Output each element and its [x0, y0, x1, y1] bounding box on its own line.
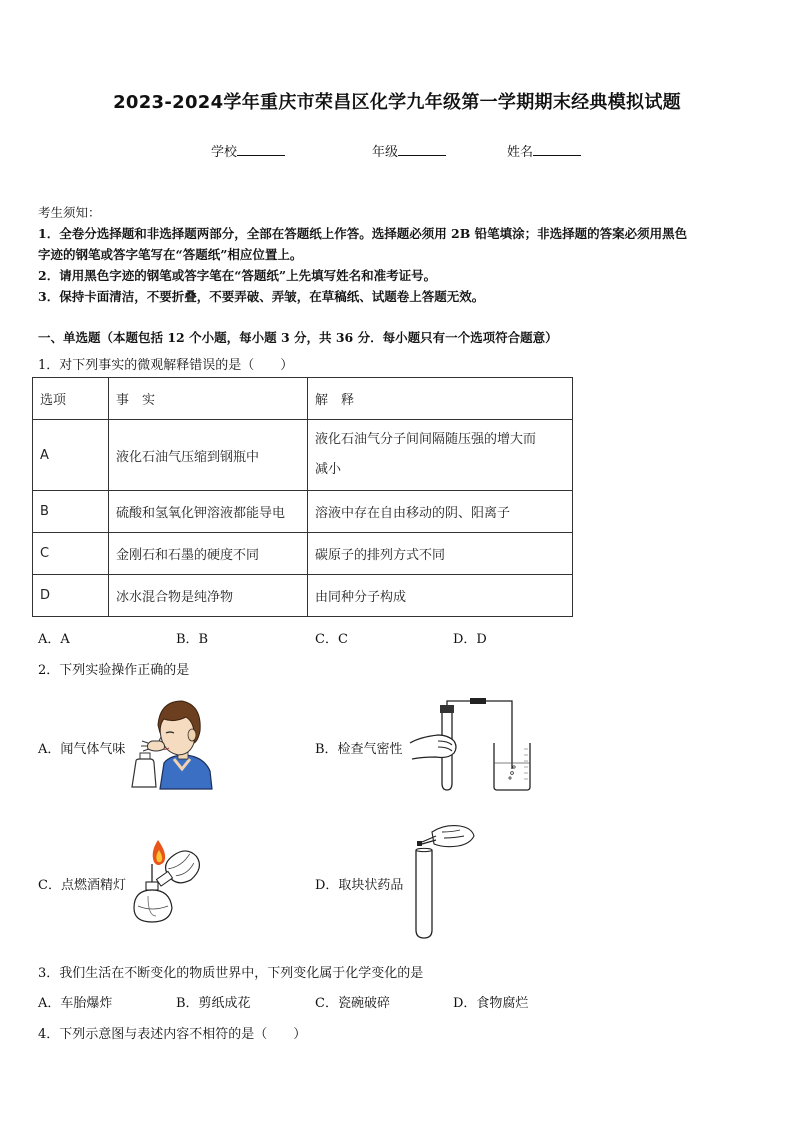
row-option: D: [33, 575, 109, 617]
q1-option-d: D．D: [453, 632, 487, 647]
grade-blank: [398, 143, 446, 156]
q2-option-b: B．检查气密性: [315, 742, 403, 757]
q1-stem: 1．对下列事实的微观解释错误的是（ ）: [38, 358, 294, 373]
q2-option-d: D．取块状药品: [315, 878, 404, 893]
header-fact: 事 实: [109, 378, 308, 420]
row-fact: 金刚石和石墨的硬度不同: [109, 533, 308, 575]
q4-stem: 4．下列示意图与表述内容不相符的是（ ）: [38, 1027, 307, 1042]
q2-stem: 2．下列实验操作正确的是: [38, 663, 190, 678]
row-explain-line-2: 减小: [315, 462, 342, 477]
school-field: [211, 141, 285, 160]
row-explain: 溶液中存在自由移动的阴、阳离子: [308, 491, 573, 533]
q3-stem: 3．我们生活在不断变化的物质世界中，下列变化属于化学变化的是: [38, 966, 424, 981]
notice-item-1-line-2: 字迹的钢笔或答字笔写在“答题纸”相应位置上。: [38, 247, 303, 262]
row-explain: 碳原子的排列方式不同: [308, 533, 573, 575]
row-option: C: [33, 533, 109, 575]
grade-field: [372, 141, 446, 160]
q2-option-c: C．点燃酒精灯: [38, 878, 126, 893]
q2-option-a: A．闻气体气味: [38, 742, 126, 757]
alcohol-lamp-illustration: [128, 836, 218, 926]
school-label: 学校: [211, 145, 238, 160]
school-blank: [237, 143, 285, 156]
table-row: [33, 420, 573, 491]
grade-label: 年级: [372, 145, 399, 160]
name-label: 姓名: [507, 145, 534, 160]
q1-option-b: B．B: [176, 632, 209, 647]
row-fact: 液化石油气压缩到钢瓶中: [109, 420, 308, 491]
name-blank: [533, 143, 581, 156]
header-explain: 解 释: [308, 378, 573, 420]
block-reagent-illustration: [414, 822, 476, 940]
table-row: [33, 575, 573, 617]
q1-option-c: C．C: [315, 632, 348, 647]
q3-option-a: A．车胎爆炸: [38, 996, 113, 1011]
smelling-gas-illustration: [130, 697, 214, 789]
exam-title: 2023-2024学年重庆市荣昌区化学九年级第一学期期末经典模拟试题: [113, 92, 681, 113]
q1-option-a: A．A: [38, 632, 70, 647]
q1-table: [32, 377, 573, 617]
row-fact: 硫酸和氢氧化钾溶液都能导电: [109, 491, 308, 533]
row-option: B: [33, 491, 109, 533]
row-explain: 由同种分子构成: [308, 575, 573, 617]
notice-item-3: 3．保持卡面清洁，不要折叠，不要弄破、弄皱，在草稿纸、试题卷上答题无效。: [38, 289, 485, 304]
section-heading: 一、单选题（本题包括 12 个小题，每小题 3 分，共 36 分．每小题只有一个选项符合题意）: [38, 330, 558, 345]
q3-option-d: D．食物腐烂: [453, 996, 529, 1011]
header-option: 选项: [33, 378, 109, 420]
name-field: [507, 141, 581, 160]
row-fact: 冰水混合物是纯净物: [109, 575, 308, 617]
table-row: [33, 491, 573, 533]
q3-option-c: C．瓷碗破碎: [315, 996, 390, 1011]
row-explain-line-1: 液化石油气分子间间隔随压强的增大而: [315, 432, 537, 447]
airtightness-check-illustration: [408, 697, 533, 792]
table-header-row: [33, 378, 573, 420]
row-option: A: [33, 420, 109, 491]
table-row: [33, 533, 573, 575]
q3-option-b: B．剪纸成花: [176, 996, 251, 1011]
row-explain: [308, 420, 573, 491]
notice-item-1-line-1: 1．全卷分选择题和非选择题两部分，全部在答题纸上作答。选择题必须用 2B 铅笔填涂；非选择题的答案必须用黑色: [38, 226, 688, 241]
notice-item-2: 2．请用黑色字迹的钢笔或答字笔在“答题纸”上先填写姓名和准考证号。: [38, 268, 437, 283]
notice-heading: 考生须知：: [38, 205, 101, 220]
